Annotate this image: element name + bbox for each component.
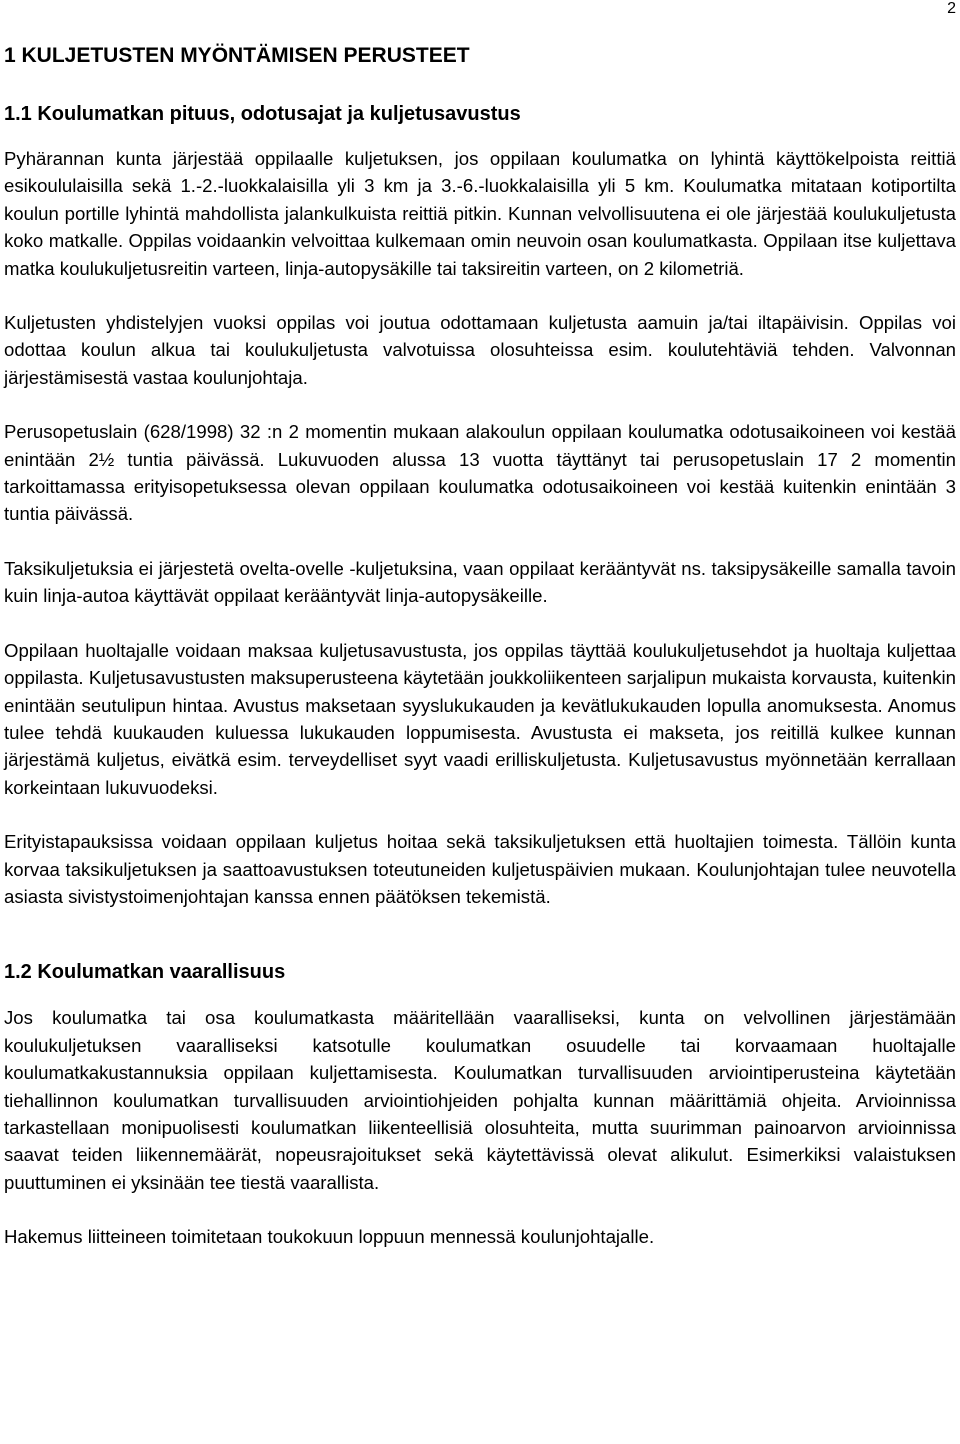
paragraph: Erityistapauksissa voidaan oppilaan kuljetus hoitaa sekä taksikuljetuksen että huoltajien toimesta. Tällöin kunta korvaa taksikuljetuksen ja saattoavustuksen toteutuneiden kuljetuspäivien mukaan. Koulunjohtajan tulee neuvotella asiasta sivistystoimenjohtajan kanssa ennen päätöksen tekemistä. xyxy=(4,831,956,907)
section-heading-1-1: 1.1 Koulumatkan pituus, odotusajat ja kuljetusavustus xyxy=(4,103,521,125)
paragraph: Pyhärannan kunta järjestää oppilaalle kuljetuksen, jos oppilaan koulumatka on lyhintä käyttökelpoista reittiä esikoululaisilla sekä 1.-2.-luokkalaisilla yli 3 km ja 3.-6.-luokkalaisilla yli 5 km. Koulumatka mitataan kotiportilta koulun portille lyhintä mahdollista jalankulkuista reittiä pitkin. Kunnan velvollisuutena ei ole järjestää koulukuljetusta koko matkalle. Oppilas voidaankin velvoittaa kulkemaan omin neuvoin osan koulumatkasta. Oppilaan itse kuljettava matka koulukuljetusreitin varteen, linja-autopysäkille tai taksireitin varteen, on 2 kilometriä. xyxy=(4,148,956,279)
paragraph: Oppilaan huoltajalle voidaan maksaa kuljetusavustusta, jos oppilas täyttää koulukuljetusehdot ja huoltaja kuljettaa oppilasta. Kuljetusavustusten maksuperusteena käytetään joukkoliikenteen sarjalipun mukaista korvausta, kuitenkin enintään seutulipun hintaa. Avustus maksetaan syyslukukauden ja kevätlukukauden lopulla anomuksesta. Anomus tulee tehdä kuukauden kuluessa lukukauden loppumisesta. Avustusta ei makseta, jos reitillä kulkee kunnan järjestämä kuljetus, eivätkä esim. terveydelliset syyt vaadi erilliskuljetusta. Kuljetusavustus myönnetään kerrallaan korkeintaan lukuvuodeksi. xyxy=(4,639,956,798)
main-heading: 1 KULJETUSTEN MYÖNTÄMISEN PERUSTEET xyxy=(4,44,470,67)
paragraph: Perusopetuslain (628/1998) 32 :n 2 momentin mukaan alakoulun oppilaan koulumatka odotusaikoineen voi kestää enintään 2½ tuntia päivässä. Lukuvuoden alussa 13 vuotta täyttänyt tai perusopetuslain 17 2 momentin tarkoittamassa erityisopetuksessa olevan oppilaan koulumatka odotusaikoineen voi kestää kuitenkin enintään 3 tuntia päivässä. xyxy=(4,421,956,525)
paragraph: Hakemus liitteineen toimitetaan toukokuun loppuun mennessä koulunjohtajalle. xyxy=(4,1226,655,1248)
paragraph: Taksikuljetuksia ei järjestetä ovelta-ovelle -kuljetuksina, vaan oppilaat kerääntyvät ns. taksipysäkeille samalla tavoin kuin linja-autoa käyttävät oppilaat kerääntyvät linja-autopysäkeille. xyxy=(4,557,956,607)
paragraph: Jos koulumatka tai osa koulumatkasta määritellään vaaralliseksi, kunta on velvollinen järjestämään koulukuljetuksen vaaralliseksi katsotulle koulumatkan osuudelle tai korvaamaan huoltajalle koulumatkakustannuksia oppilaan kuljettamisesta. Koulumatkan turvallisuuden arviointiperusteina käytetään tiehallinnon koulumatkan turvallisuuden arviointiohjeiden pohjalta kunnan määrittämiä ohjeita. Arvioinnissa tarkastellaan monipuolisesti koulumatkan liikenteellisiä olosuhteita, mutta suurimman painoarvon arvioinnissa saavat teiden liikennemäärät, nopeusrajoitukset sekä käytettävissä olevat alikulut. Esimerkiksi valaistuksen puuttuminen ei yksinään tee tiestä vaarallista. xyxy=(4,1007,956,1193)
document-body xyxy=(4,42,956,1251)
section-heading-1-2: 1.2 Koulumatkan vaarallisuus xyxy=(4,961,286,984)
paragraph: Kuljetusten yhdistelyjen vuoksi oppilas voi joutua odottamaan kuljetusta aamuin ja/tai iltapäivisin. Oppilas voi odottaa koulun alkua tai koulukuljetusta valvotuissa olosuhteissa esim. koulutehtäviä tehden. Valvonnan järjestämisestä vastaa koulunjohtaja. xyxy=(4,312,956,388)
page-number: 2 xyxy=(947,0,956,17)
